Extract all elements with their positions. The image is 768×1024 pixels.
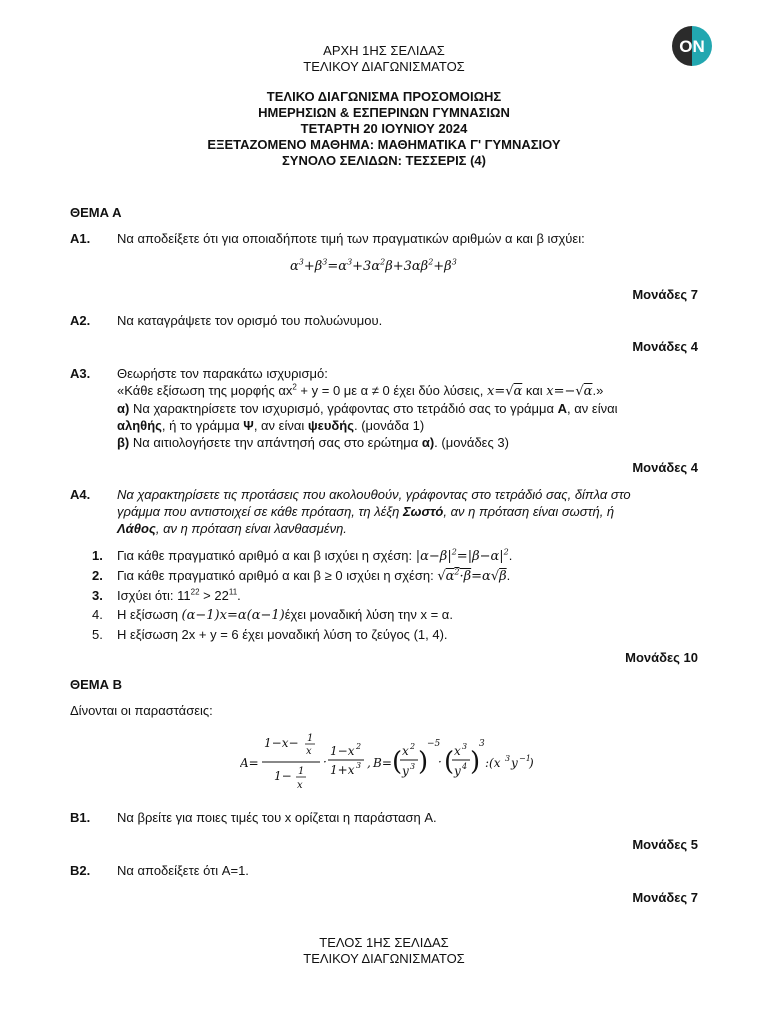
svg-text:1+x: 1+x [330,763,355,777]
svg-text:4: 4 [462,762,468,771]
title-line-1: ΤΕΛΙΚΟ ΔΙΑΓΩΝΙΣΜΑ ΠΡΟΣΟΜΟΙΩΗΣ [266,89,502,104]
b2-text: Να αποδείξετε ότι A=1. [117,863,249,878]
svg-text:1: 1 [298,766,305,777]
title-line-4: ΕΞΕΤΑΖΟΜΕΝΟ ΜΑΘΗΜΑ: ΜΑΘΗΜΑΤΙΚΑ Γ' ΓΥΜΝΑΣΙΟΥ [207,137,561,152]
svg-text:2: 2 [356,742,362,751]
a3-label: Α3. [70,366,91,381]
a3-part-b: β) Να αιτιολογήσετε την απάντησή σας στο ερώτημα α). (μονάδες 3) [117,435,509,450]
svg-text:−5: −5 [427,739,441,749]
a1-formula: $\alpha^3+\beta^3=\alpha^3+3\alpha^2\beta+3\alpha\beta^2+\beta^3$ [290,257,457,274]
theme-b-heading: ΘΕΜΑ Β [70,677,122,692]
svg-text:3: 3 [462,742,468,751]
svg-text:A=: A= [240,756,259,770]
exam-title [0,89,768,169]
a2-text: Να καταγράψετε τον ορισμό του πολυώνυμου. [117,313,383,328]
a4-label: Α4. [70,487,91,502]
svg-text:(: ( [392,747,403,777]
header-line-1: ΑΡΧΗ 1ΗΣ ΣΕΛΙΔΑΣ [323,43,445,58]
a4-intro-line-2: γράμμα που αντιστοιχεί σε κάθε πρόταση, τη λέξη Σωστό, αν η πρόταση είναι σωστή, ή [117,504,615,519]
a3-part-a-cont: αληθής, ή το γράμμα Ψ, αν είναι ψευδής. (μονάδα 1) [117,418,425,433]
logo-text: ON [679,37,705,56]
svg-text:·: · [438,755,442,769]
svg-text:y: y [511,756,518,770]
b2-marks: Μονάδες 7 [632,890,698,905]
a3-part-a: α) Να χαρακτηρίσετε τον ισχυρισμό, γράφοντας στο τετράδιό σας το γράμμα Α, αν είναι [117,401,618,416]
svg-text:,: , [367,756,371,770]
a3-line-2: «Κάθε εξίσωση της μορφής $\alpha x^2 + y = 0$ με α ≠ 0 έχει δύο λύσεις, x=√α και x=−√α.» [117,382,604,399]
svg-text:·: · [323,755,327,769]
list-item: 1. Για κάθε πραγματικό αριθμό α και β ισχύει η σχέση: $|\alpha-\beta|^2=|\beta-\alpha|^2$. [92,547,513,564]
b1-label: Β1. [70,810,91,825]
svg-text:1: 1 [307,733,314,744]
svg-text:1−x: 1−x [330,744,355,758]
page-footer [0,935,768,967]
title-line-3: ΤΕΤΑΡΤΗ 20 ΙΟΥΝΙΟΥ 2024 [300,121,468,136]
svg-text:(: ( [444,747,455,777]
list-item: 2. Για κάθε πραγματικό αριθμό α και β ≥ 0 ισχύει η σχέση: $√\alpha^2\cdot\beta=\alpha√\beta$. [92,567,511,584]
a1-text: Να αποδείξετε ότι για οποιαδήποτε τιμή των πραγματικών αριθμών α και β ισχύει: [117,231,585,246]
b-formula [240,730,540,805]
footer-line-1: ΤΕΛΟΣ 1ΗΣ ΣΕΛΙΔΑΣ [319,935,449,950]
a2-label: Α2. [70,313,91,328]
svg-text:y: y [454,764,461,778]
svg-text:3: 3 [479,739,485,749]
svg-text:1−: 1− [274,769,292,783]
footer-line-2: ΤΕΛΙΚΟΥ ΔΙΑΓΩΝΙΣΜΑΤΟΣ [303,951,465,966]
a3-line-1: Θεωρήστε τον παρακάτω ισχυρισμό: [117,366,328,381]
svg-text:y: y [402,764,409,778]
svg-text:x: x [297,780,303,791]
svg-text:1−x−: 1−x− [264,736,299,750]
a3-marks: Μονάδες 4 [632,460,698,475]
svg-text:x: x [454,744,461,758]
b1-text: Να βρείτε για ποιες τιμές του x ορίζεται η παράσταση A. [117,810,437,825]
page-header [0,43,768,75]
title-line-2: ΗΜΕΡΗΣΙΩΝ & ΕΣΠΕΡΙΝΩΝ ΓΥΜΝΑΣΙΩΝ [258,105,510,120]
a4-marks: Μονάδες 10 [625,650,698,665]
list-item: 3. Ισχύει ότι: $11^{22} > 22^{11}$. [92,587,241,603]
list-item: 4. Η εξίσωση (α−1)x=α(α−1)έχει μοναδική λύση την x = α. [92,607,453,623]
theme-b-intro: Δίνονται οι παραστάσεις: [70,703,213,718]
b2-label: Β2. [70,863,91,878]
a1-marks: Μονάδες 7 [632,287,698,302]
svg-text:x: x [402,744,409,758]
a4-intro-line-3: Λάθος, αν η πρόταση είναι λανθασμένη. [117,521,347,536]
svg-text:): ) [470,747,481,777]
svg-text:−1: −1 [519,754,531,763]
svg-text:3: 3 [505,754,511,763]
svg-text:): ) [418,747,429,777]
list-item: 5. Η εξίσωση 2x + y = 6 έχει μοναδική λύση το ζεύγος (1, 4). [92,627,448,642]
svg-text:): ) [529,756,534,770]
a4-statements [92,546,702,644]
svg-text:2: 2 [410,742,416,751]
svg-text:B=: B= [373,756,392,770]
title-line-5: ΣΥΝΟΛΟ ΣΕΛΙΔΩΝ: ΤΕΣΣΕΡΙΣ (4) [282,153,486,168]
svg-text:x: x [306,746,312,757]
a1-label: Α1. [70,231,91,246]
svg-text:3: 3 [410,762,416,771]
a3-body [117,365,702,451]
b1-marks: Μονάδες 5 [632,837,698,852]
svg-text:3: 3 [356,761,362,770]
a2-marks: Μονάδες 4 [632,339,698,354]
header-line-2: ΤΕΛΙΚΟΥ ΔΙΑΓΩΝΙΣΜΑΤΟΣ [303,59,465,74]
theme-a-heading: ΘΕΜΑ Α [70,205,122,220]
a4-intro [117,486,702,537]
svg-text::(x: :(x [485,756,501,770]
a4-intro-line-1: Να χαρακτηρίσετε τις προτάσεις που ακολουθούν, γράφοντας στο τετράδιό σας, δίπλα στο [117,487,631,502]
